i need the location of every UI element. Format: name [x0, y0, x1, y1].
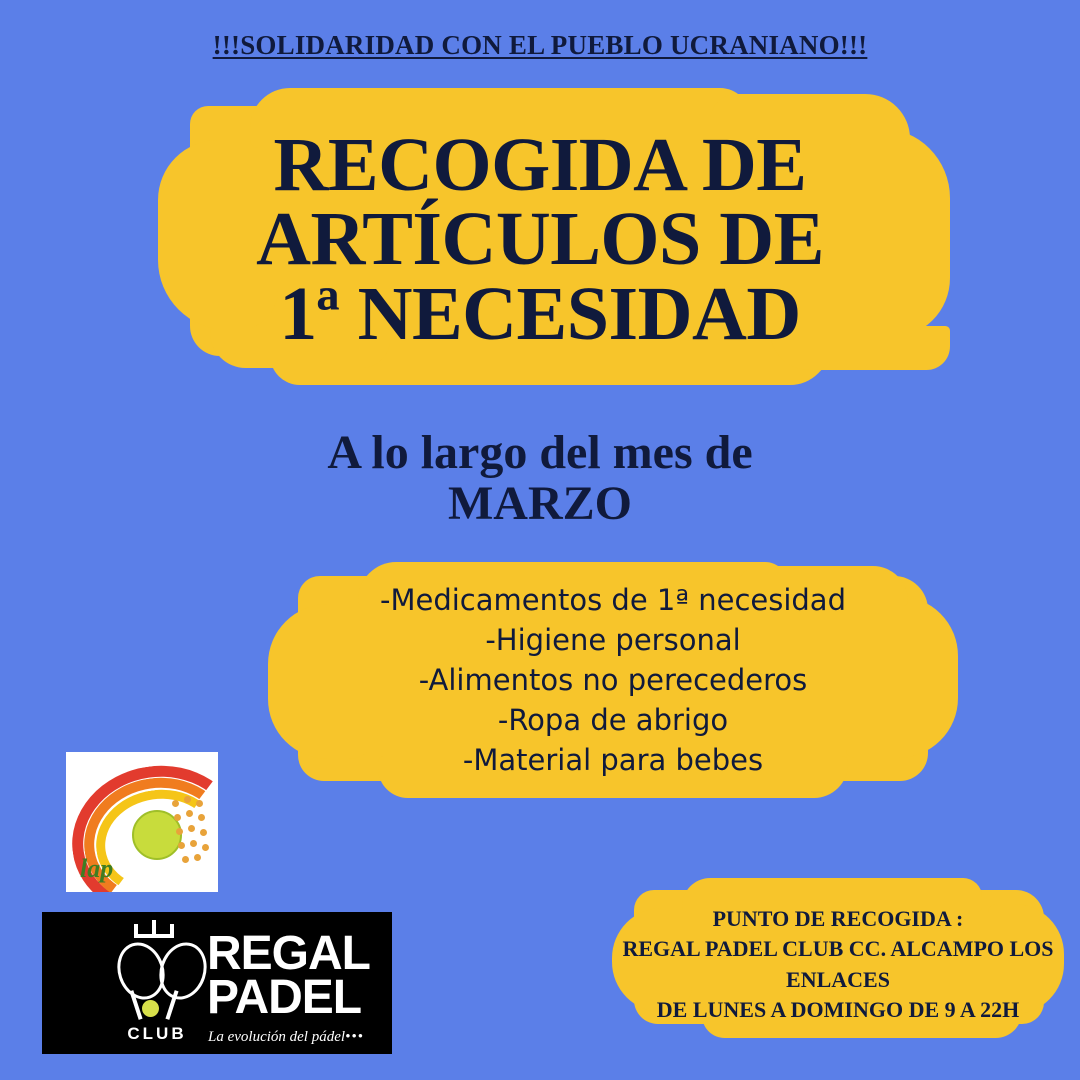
list-item: -Medicamentos de 1ª necesidad: [380, 583, 846, 617]
pickup-info-line: ENLACES: [786, 966, 890, 992]
brand-word-regal: REGAL: [207, 927, 370, 980]
brand-tagline-text: La evolución del pádel: [208, 1029, 346, 1045]
brand-word-padel: PADEL: [207, 971, 362, 1024]
brand-tagline-dots: •••: [345, 1029, 364, 1045]
title-line-2: ARTÍCULOS DE: [256, 197, 824, 282]
subtitle-line-1: A lo largo del mes de: [327, 426, 753, 479]
list-item: -Higiene personal: [485, 623, 741, 658]
brand-tagline: [208, 1029, 364, 1046]
lap-logo: [66, 752, 218, 892]
pickup-info-line: PUNTO DE RECOGIDA :: [712, 906, 964, 931]
padel-ball-icon: [142, 1000, 159, 1017]
page-title: [0, 123, 1080, 356]
lap-logo-text: lap: [80, 854, 114, 883]
pickup-info: [612, 904, 1064, 1025]
regal-padel-logo: [42, 912, 392, 1054]
racket-right-icon: [152, 936, 214, 1005]
title-line-1: RECOGIDA DE: [273, 123, 807, 207]
pickup-info-line: DE LUNES A DOMINGO DE 9 A 22H: [656, 997, 1020, 1023]
donation-items-list: [268, 580, 958, 780]
dots-pattern-icon: [170, 794, 218, 874]
club-label: CLUB: [127, 1024, 187, 1043]
title-line-3: 1ª NECESIDAD: [279, 271, 801, 356]
list-item: -Ropa de abrigo: [497, 703, 729, 738]
list-item: -Alimentos no perecederos: [418, 663, 808, 698]
solidarity-banner: !!!SOLIDARIDAD CON EL PUEBLO UCRANIANO!!!: [212, 30, 868, 60]
subtitle: [0, 428, 1080, 530]
pickup-info-line: REGAL PADEL CLUB CC. ALCAMPO LOS: [622, 936, 1054, 962]
crown-icon: [134, 920, 174, 938]
subtitle-line-2: MARZO: [448, 476, 632, 530]
list-item: -Material para bebes: [462, 743, 764, 778]
